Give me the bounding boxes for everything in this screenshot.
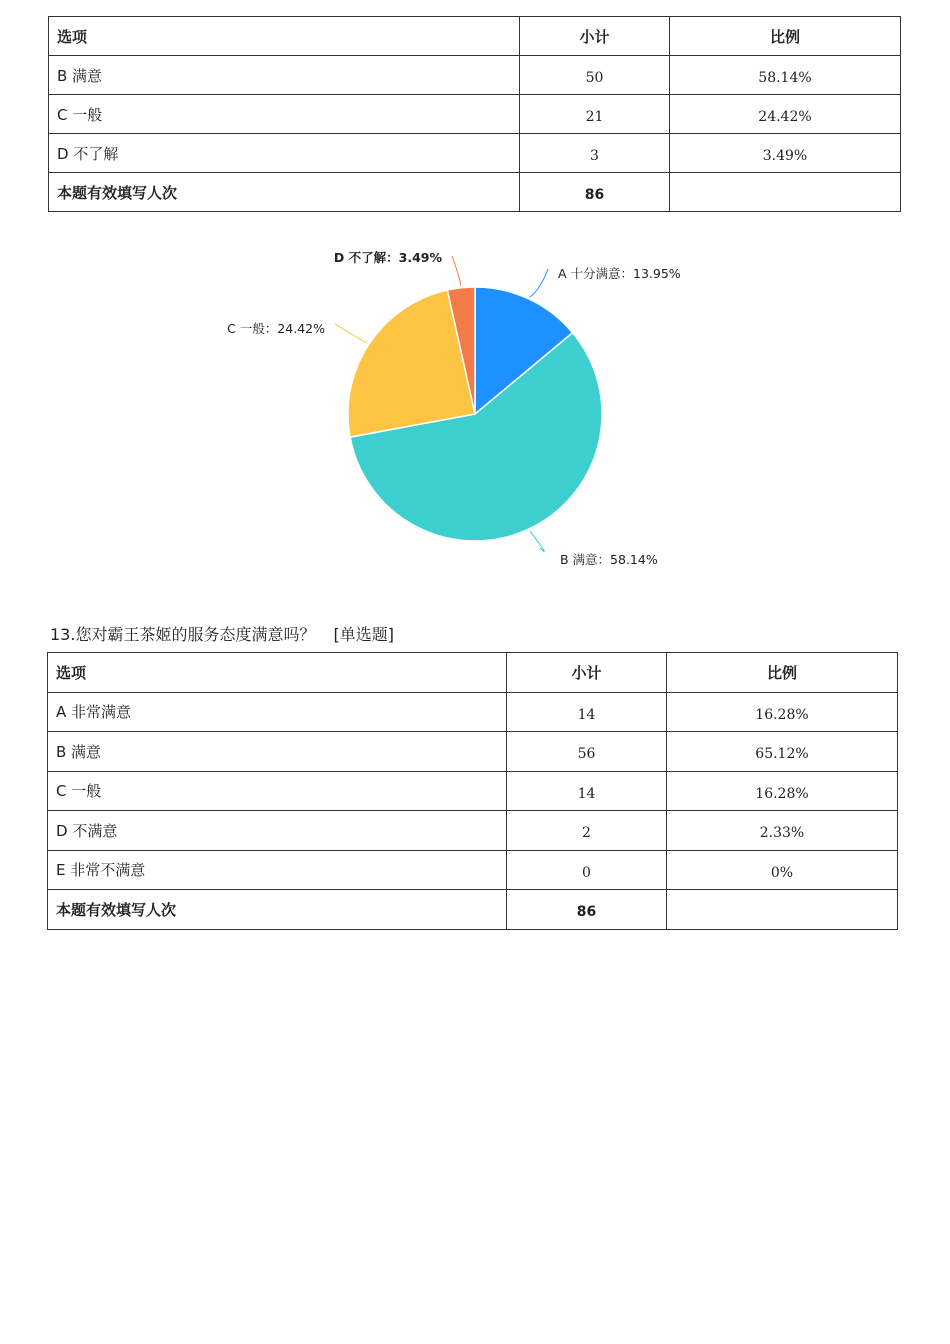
percent-cell: 24.42% bbox=[670, 95, 901, 134]
empty-cell bbox=[670, 173, 901, 212]
question-type: [单选题] bbox=[333, 625, 394, 644]
count-cell: 14 bbox=[507, 692, 667, 732]
option-cell: B 满意 bbox=[48, 732, 507, 772]
count-cell: 56 bbox=[507, 732, 667, 772]
slice-label: D 不了解：3.49% bbox=[333, 250, 442, 265]
table-header-row bbox=[48, 653, 898, 693]
table-header-row bbox=[49, 17, 901, 56]
option-cell: E 非常不满意 bbox=[48, 850, 507, 890]
leader-line bbox=[452, 256, 461, 286]
percent-cell: 65.12% bbox=[667, 732, 898, 772]
table-row bbox=[48, 771, 898, 811]
total-count: 86 bbox=[507, 890, 667, 930]
results-table-1 bbox=[48, 16, 901, 212]
header-percent: 比例 bbox=[667, 653, 898, 693]
percent-cell: 0% bbox=[667, 850, 898, 890]
percent-cell: 16.28% bbox=[667, 692, 898, 732]
option-cell: C 一般 bbox=[49, 95, 520, 134]
question-title bbox=[50, 622, 394, 645]
empty-cell bbox=[667, 890, 898, 930]
table-row bbox=[49, 95, 901, 134]
count-cell: 3 bbox=[520, 134, 670, 173]
table-row bbox=[49, 56, 901, 95]
header-option: 选项 bbox=[49, 17, 520, 56]
total-label: 本题有效填写人次 bbox=[48, 890, 507, 930]
header-percent: 比例 bbox=[670, 17, 901, 56]
option-cell: D 不了解 bbox=[49, 134, 520, 173]
table-row bbox=[49, 134, 901, 173]
total-row bbox=[49, 173, 901, 212]
leader-line bbox=[530, 269, 548, 297]
percent-cell: 58.14% bbox=[670, 56, 901, 95]
header-option: 选项 bbox=[48, 653, 507, 693]
option-cell: A 非常满意 bbox=[48, 692, 507, 732]
count-cell: 14 bbox=[507, 771, 667, 811]
count-cell: 0 bbox=[507, 850, 667, 890]
percent-cell: 16.28% bbox=[667, 771, 898, 811]
percent-cell: 3.49% bbox=[670, 134, 901, 173]
count-cell: 21 bbox=[520, 95, 670, 134]
results-table-2 bbox=[47, 652, 898, 930]
table-row bbox=[48, 692, 898, 732]
option-cell: B 满意 bbox=[49, 56, 520, 95]
option-cell: C 一般 bbox=[48, 771, 507, 811]
header-count: 小计 bbox=[507, 653, 667, 693]
table-row bbox=[48, 732, 898, 772]
slice-label: A 十分满意：13.95% bbox=[558, 266, 681, 281]
table-row bbox=[48, 811, 898, 851]
percent-cell: 2.33% bbox=[667, 811, 898, 851]
slice-label: C 一般：24.42% bbox=[227, 321, 325, 336]
table-row bbox=[48, 850, 898, 890]
leader-line bbox=[530, 531, 544, 552]
option-cell: D 不满意 bbox=[48, 811, 507, 851]
total-label: 本题有效填写人次 bbox=[49, 173, 520, 212]
total-row bbox=[48, 890, 898, 930]
header-count: 小计 bbox=[520, 17, 670, 56]
question-text: 13.您对霸王茶姬的服务态度满意吗？ bbox=[50, 625, 316, 644]
slice-label: B 满意：58.14% bbox=[560, 552, 658, 567]
pie-chart bbox=[0, 230, 950, 590]
count-cell: 50 bbox=[520, 56, 670, 95]
leader-line bbox=[335, 324, 367, 343]
count-cell: 2 bbox=[507, 811, 667, 851]
total-count: 86 bbox=[520, 173, 670, 212]
